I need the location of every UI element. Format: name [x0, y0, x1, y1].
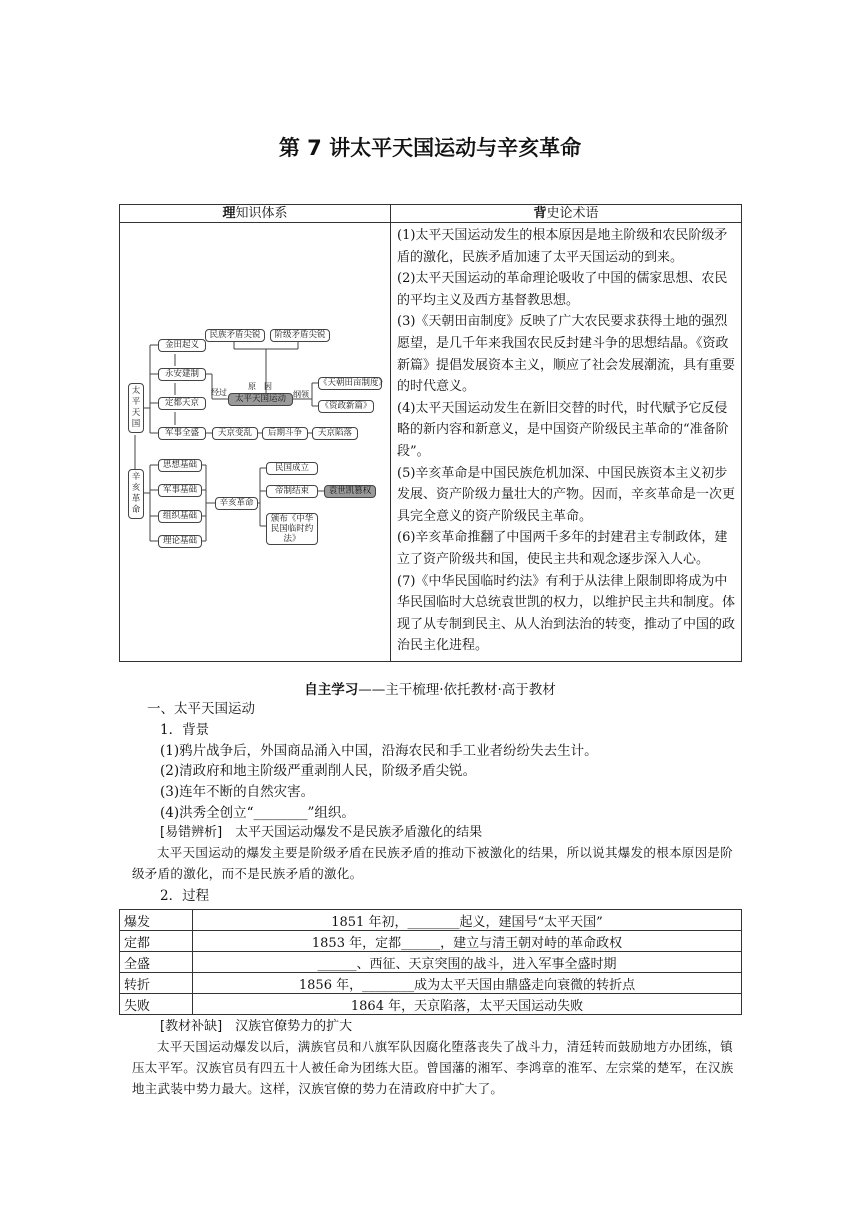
- diagram-result-3: 颁布《中华民国临时约法》: [266, 513, 318, 545]
- note-error-analysis: [易错辨析] 太平天国运动爆发不是民族矛盾激化的结果: [160, 825, 483, 840]
- terms-header: 背史论术语: [391, 205, 742, 223]
- term-3: (3)《天朝田亩制度》反映了广大农民要求获得土地的强烈愿望，是几千年来我国农民反封建斗争的思想结晶。《资政新篇》提倡发展资本主义，顺应了社会发展潮流，具有重要的时代意义。: [397, 314, 736, 395]
- section-heading: 自主学习——主干梳理·依托教材·高于教材: [304, 682, 556, 698]
- diagram-stage-4: 军事全盛: [158, 427, 206, 440]
- diagram-late-3: 天京陷落: [312, 427, 358, 440]
- diagram-stage-2: 永安建制: [158, 368, 206, 381]
- table-row: 转折 1856 年，________成为太平天国由鼎盛走向衰微的转折点: [120, 973, 742, 994]
- term-4: (4)太平天国运动发生在新旧交替的时代，时代赋予它反侵略的新内容和新意义，是中国资产阶级民主革命的“准备阶段”。: [397, 400, 729, 459]
- background-item-4: (4)洪秀全创立“________”组织。: [160, 805, 355, 821]
- table-row: 失败 1864 年，天京陷落，太平天国运动失败: [120, 994, 742, 1015]
- diagram-base-3: 组织基础: [158, 510, 202, 523]
- knowledge-diagram: [120, 223, 390, 661]
- table-row: 爆发 1851 年初，________起义，建国号“太平天国”: [120, 910, 742, 931]
- process-table: [119, 909, 742, 1015]
- table-row: 全盛 ______、西征、天京突围的战斗，进入军事全盛时期: [120, 952, 742, 973]
- diagram-connectors: [120, 223, 390, 661]
- diagram-xinhai-center: 辛亥革命: [215, 497, 258, 510]
- part-heading: 一、太平天国运动: [147, 701, 255, 717]
- term-2: (2)太平天国运动的革命理论吸收了中国的儒家思想、农民的平均主义及西方基督教思想。: [397, 271, 728, 308]
- diagram-final: 袁世凯篡权: [324, 485, 376, 498]
- diagram-late-1: 天京变乱: [212, 427, 258, 440]
- note-textbook-supplement: [教材补缺] 汉族官僚势力的扩大: [160, 1019, 353, 1034]
- diagram-program-zizheng: 《资政新篇》: [318, 400, 374, 413]
- diagram-late-2: 后期斗争: [262, 427, 308, 440]
- knowledge-table: [119, 204, 742, 662]
- diagram-root-taiping: 太平天国: [128, 383, 144, 433]
- diagram-base-4: 理论基础: [158, 535, 202, 548]
- diagram-program-land: 《天朝田亩制度》: [319, 378, 388, 388]
- note-error-body: 太平天国运动的爆发主要是阶级矛盾在民族矛盾的推动下被激化的结果，所以说其爆发的根本原因是阶级矛盾的激化，而不是民族矛盾的激化。: [132, 845, 734, 881]
- table-row: 定都 1853 年，定都______，建立与清王朝对峙的革命政权: [120, 931, 742, 952]
- page-title: 第 7 讲太平天国运动与辛亥革命: [278, 136, 582, 160]
- terms-cell: [391, 223, 742, 662]
- diagram-stage-1: 金田起义: [158, 339, 206, 352]
- diagram-label-program: 纲领: [293, 390, 309, 399]
- diagram-result-2: 帝制结束: [266, 485, 318, 498]
- knowledge-diagram-cell: [120, 223, 391, 662]
- background-item-3: (3)连年不断的自然灾害。: [160, 784, 315, 800]
- diagram-label-process: 经过: [211, 388, 227, 397]
- diagram-stage-3: 定都天京: [158, 397, 206, 410]
- diagram-base-2: 军事基础: [158, 484, 202, 497]
- diagram-cause-ethnic: 民族矛盾尖锐: [205, 329, 265, 342]
- term-6: (6)辛亥革命推翻了中国两千多年的封建君主专制政体，建立了资产阶级共和国，使民主共和观念逐步深入人心。: [397, 530, 728, 567]
- diagram-result-1: 民国成立: [266, 462, 318, 475]
- term-1: (1)太平天国运动发生的根本原因是地主阶级和农民阶级矛盾的激化，民族矛盾加速了太平天国运动的到来。: [397, 228, 728, 265]
- knowledge-system-header: 理知识体系: [120, 205, 391, 223]
- diagram-label-cause: 原 因: [248, 382, 272, 391]
- note-supplement-body: 太平天国运动爆发以后，满族官员和八旗军队因腐化堕落丧失了战斗力，清廷转而鼓励地方办团练，镇压太平军。汉族官员有四五十人被任命为团练大臣。曾国藩的湘军、李鸿章的淮军、左宗棠的楚军，在汉族地主武装中势力最大。这样，汉族官僚的势力在清政府中扩大了。: [132, 1039, 734, 1096]
- terms-list: [391, 223, 741, 659]
- term-7: (7)《中华民国临时约法》有利于从法律上限制即将成为中华民国临时大总统袁世凯的权力，以维护民主共和制度。体现了从专制到民主、从人治到法治的转变，推动了中国的政治民主化进程。: [397, 573, 736, 654]
- diagram-base-1: 思想基础: [158, 459, 202, 472]
- diagram-cause-class: 阶级矛盾尖锐: [270, 329, 330, 342]
- subheading-process: 2．过程: [160, 888, 210, 904]
- term-5: (5)辛亥革命是中国民族危机加深、中国民族资本主义初步发展、资产阶级力量壮大的产物。因而，辛亥革命是一次更具完全意义的资产阶级民主革命。: [397, 465, 736, 524]
- background-item-2: (2)清政府和地主阶级严重剥削人民，阶级矛盾尖锐。: [160, 763, 477, 779]
- subheading-background: 1．背景: [160, 722, 210, 738]
- diagram-root-xinhai: 辛亥革命: [128, 469, 144, 519]
- background-item-1: (1)鸦片战争后，外国商品涌入中国，沿海农民和手工业者纷纷失去生计。: [160, 743, 598, 759]
- diagram-taiping-center: 太平天国运动: [228, 393, 293, 406]
